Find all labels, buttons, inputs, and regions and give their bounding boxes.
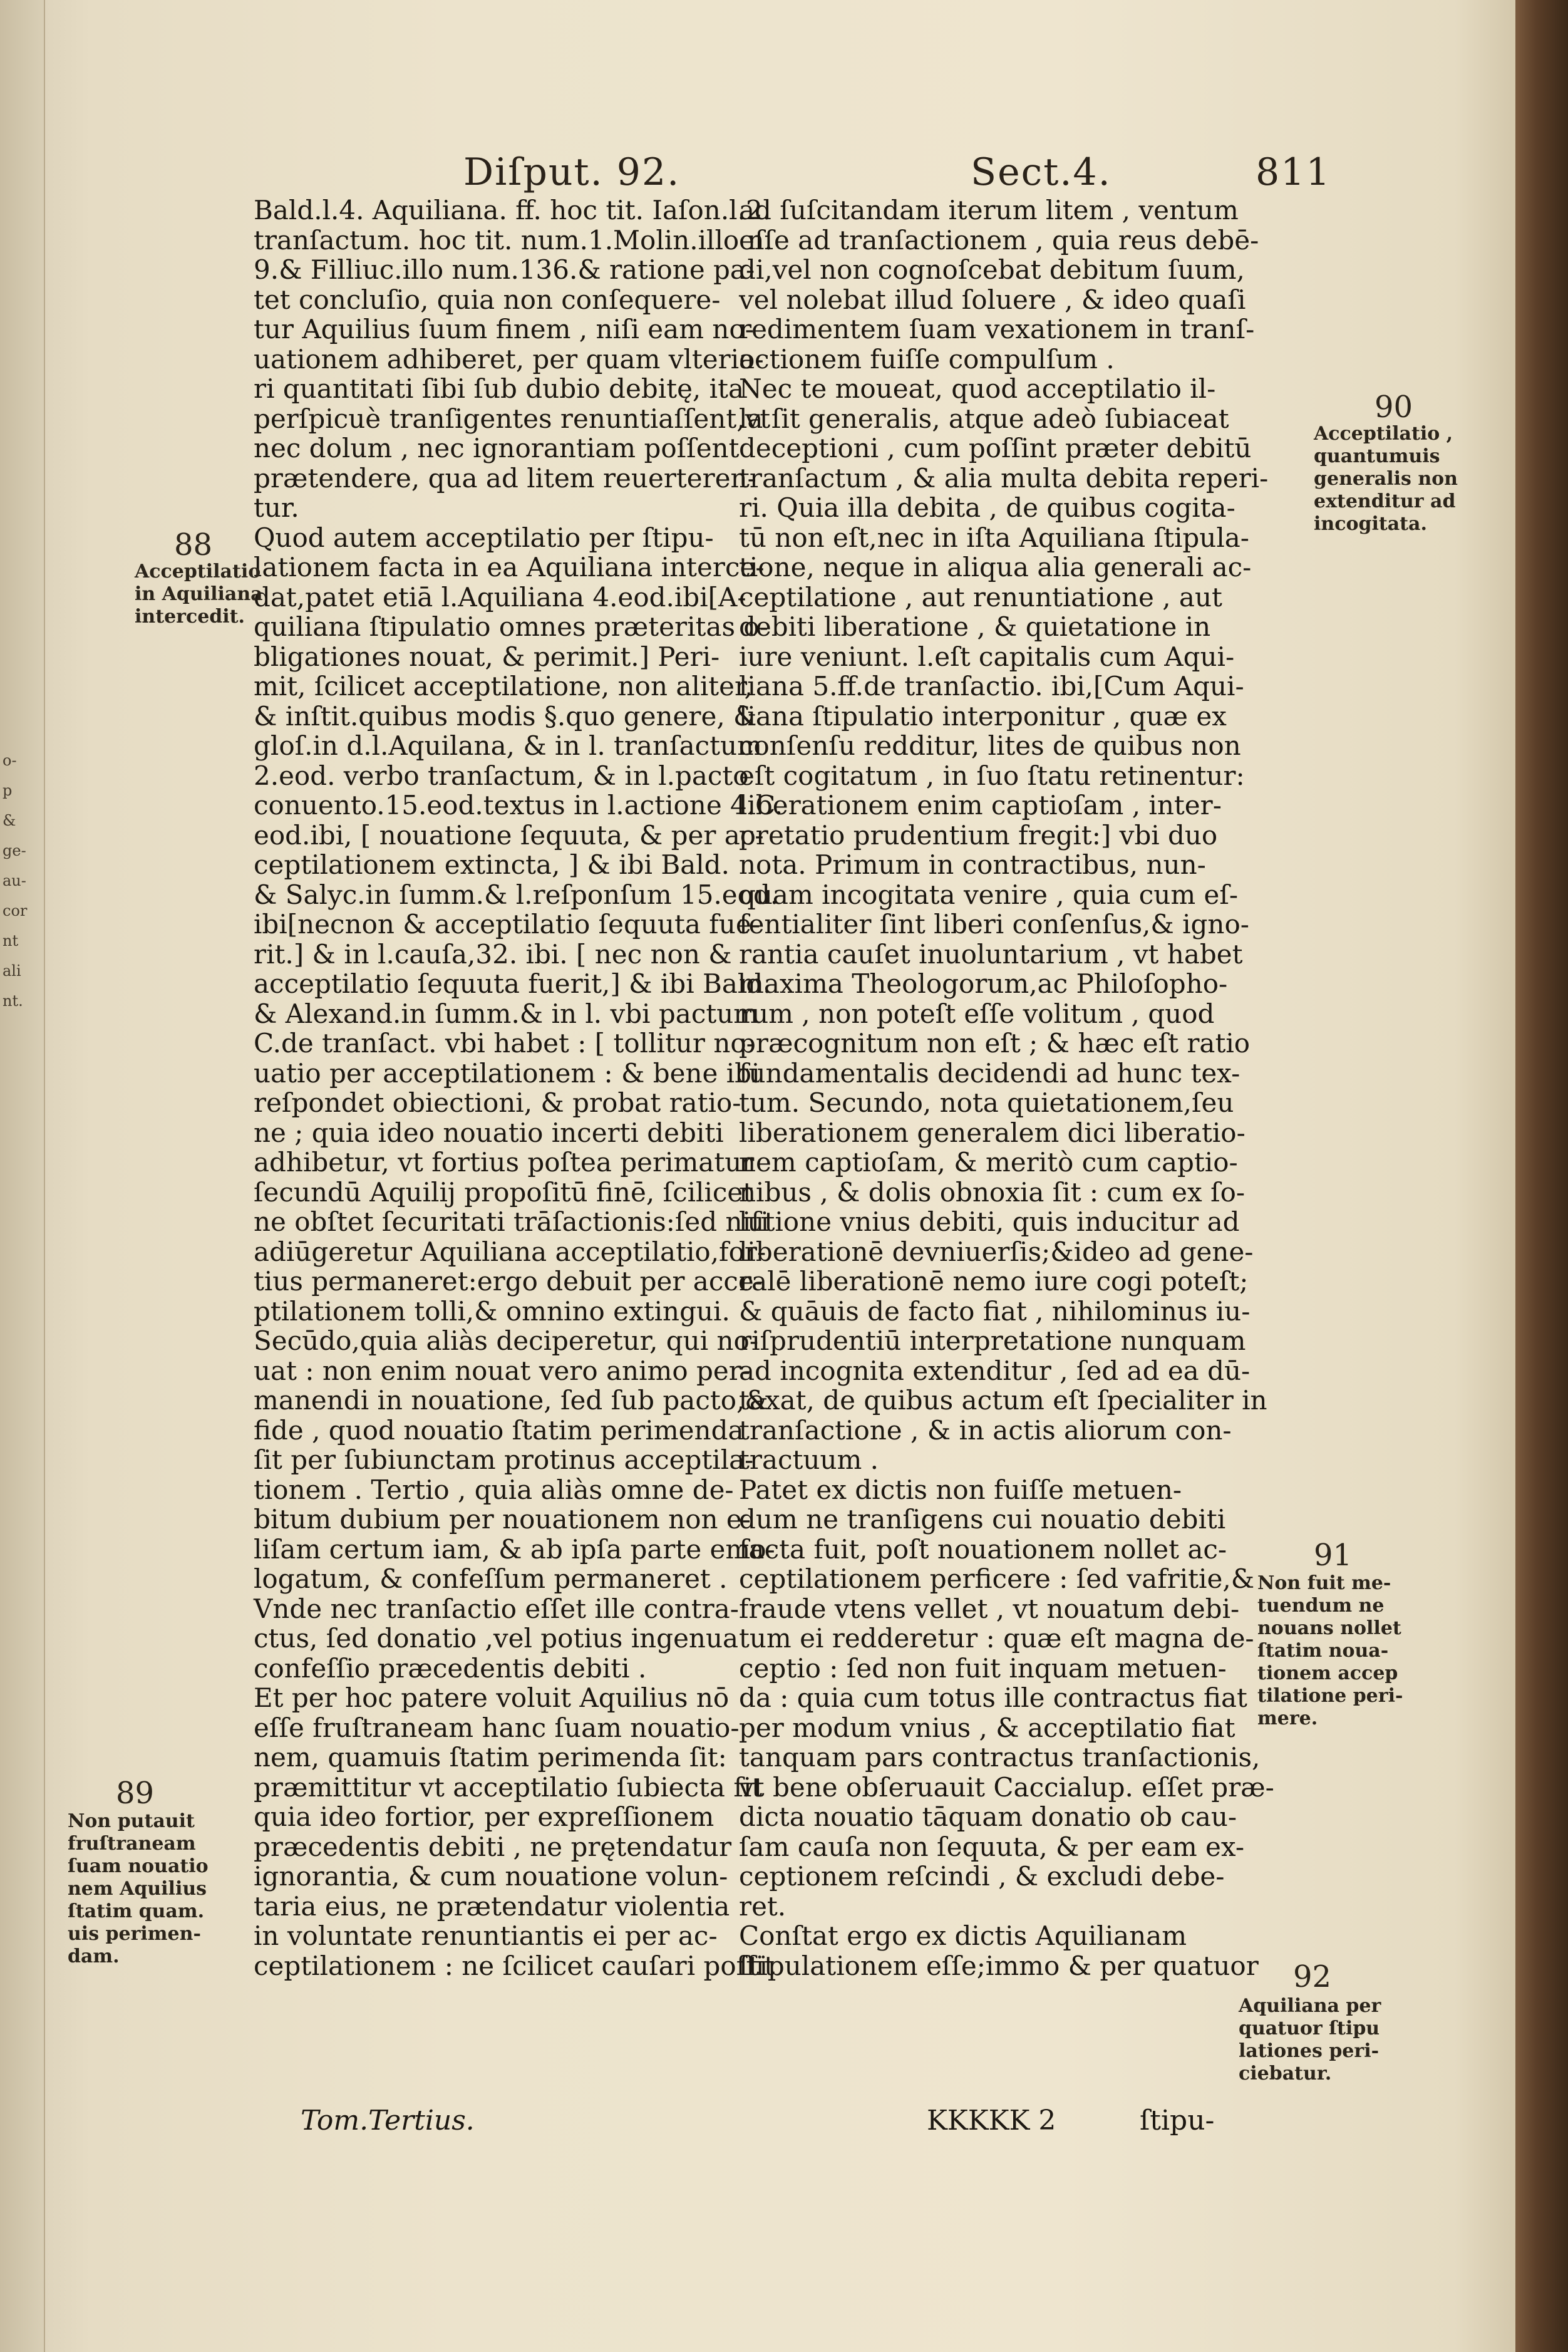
left-column-line: & inſtit.quibus modis §.quo genere, & (254, 700, 757, 732)
right-column-line: pretatio prudentium fregit:] vbi duo (739, 819, 1218, 851)
right-column-line: liberationem enim captioſam , inter- (739, 790, 1222, 821)
right-column-line: rantia cauſet inuoluntarium , vt habet (739, 938, 1243, 970)
left-column-line: C.de tranſact. vbi habet : [ tollitur no- (254, 1028, 755, 1059)
margin-note-89: Non putauit fruſtraneam ſuam nouatio nem Aquilius ſtatim quam. uis perimen- dam. (68, 1810, 209, 1967)
left-column-line: ne obſtet ſecuritati trāſactionis:ſed niſi (254, 1206, 769, 1237)
left-column-line: bitum dubium per nouationem non e- (254, 1504, 751, 1535)
right-column-line: taxat, de quibus actum eſt ſpecialiter in (739, 1385, 1267, 1416)
margin-note-90: Acceptilatio , quantumuis generalis non extenditur ad incogitata. (1314, 423, 1458, 535)
right-column-line: ceptio : ſed non fuit inquam metuen- (739, 1652, 1227, 1684)
left-column-line: reſpondet obiectioni, & probat ratio- (254, 1087, 741, 1118)
left-column-line: gloſ.in d.l.Aquilana, & in l. tranſactum (254, 730, 762, 761)
left-column-line: uationem adhiberet, per quam vlterio- (254, 343, 764, 375)
left-column-line: Vnde nec tranſactio eſſet ille contra- (254, 1593, 739, 1624)
left-column-line: ri quantitati ſibi ſub dubio debitę, ita (254, 373, 744, 404)
right-column-line: nota. Primum in contractibus, nun- (739, 849, 1206, 880)
book-edge (1515, 0, 1568, 2352)
right-column-line: tum ei redderetur : quæ eſt magna de- (739, 1623, 1254, 1654)
right-column-line: dum ne tranſigens cui nouatio debiti (739, 1504, 1226, 1535)
right-column-line: & quāuis de facto fiat , nihilominus iu- (739, 1295, 1251, 1327)
left-column-line: Et per hoc patere voluit Aquilius nō (254, 1682, 730, 1713)
right-column-line: la ſit generalis, atque adeò ſubiaceat (739, 403, 1229, 434)
left-column-line: uat : non enim nouat vero animo per- (254, 1355, 751, 1386)
right-column-line: tione, neque in aliqua alia generali ac- (739, 552, 1252, 583)
left-column-line: taria eius, ne prætendatur violentia (254, 1890, 730, 1922)
left-text-column (254, 195, 783, 1981)
left-column-line: 2.eod. verbo tranſactum, & in l.pacto (254, 760, 749, 791)
left-column-line: rit.] & in l.cauſa,32. ibi. [ nec non & (254, 938, 732, 970)
right-column-line: deceptioni , cum poſſint præter debitū (739, 433, 1252, 464)
left-column-line: ctus, ſed donatio ,vel potius ingenua (254, 1623, 739, 1654)
left-column-line: fide , quod nouatio ſtatim perimenda (254, 1414, 744, 1446)
page-number: 811 (1256, 150, 1331, 194)
right-column-line: ralē liberationē nemo iure cogi poteſt; (739, 1266, 1249, 1297)
previous-page-fragment: nt. (3, 992, 23, 1010)
left-column-line: mit, ſcilicet acceptilatione, non aliter, (254, 671, 753, 702)
right-column-line: liberationem generalem dici liberatio- (739, 1117, 1246, 1148)
right-column-line: maxima Theologorum,ac Philoſopho- (739, 968, 1228, 999)
left-column-line: adhibetur, vt fortius poſtea perimatur (254, 1147, 755, 1178)
left-column-line: liſam certum iam, & ab ipſa parte emo- (254, 1533, 775, 1565)
margin-number-90: 90 (1375, 390, 1413, 425)
margin-note-88: Acceptilatio in Aquiliana intercedit. (135, 561, 263, 628)
left-column-line: Secūdo,quia aliàs deciperetur, qui no- (254, 1325, 759, 1356)
right-column-line: quam incogitata venire , quia cum eſ- (739, 879, 1239, 910)
right-column-line: debiti liberatione , & quietatione in (739, 611, 1211, 642)
left-column-line: tur. (254, 492, 299, 523)
left-column-line: tet concluſio, quia non conſequere- (254, 284, 721, 315)
left-column-line: bligationes nouat, & perimit.] Peri- (254, 641, 720, 672)
left-column-line: 9.& Filliuc.illo num.136.& ratione pa- (254, 254, 755, 285)
margin-number-92: 92 (1293, 1959, 1332, 1994)
left-column-line: uatio per acceptilationem : & bene ibi (254, 1057, 760, 1089)
left-column-line: & Alexand.in ſumm.& in l. vbi pactum (254, 998, 759, 1029)
left-column-line: & Salyc.in ſumm.& l.reſponſum 15.eod. (254, 879, 779, 910)
right-column-line: ceptilationem perficere : ſed vafritie,& (739, 1563, 1255, 1594)
right-column-line: conſenſu redditur, lites de quibus non (739, 730, 1241, 761)
right-column-line: lutione vnius debiti, quis inducitur ad (739, 1206, 1240, 1237)
left-column-line: in voluntate renuntiantis ei per ac- (254, 1920, 718, 1951)
header-disputation: Diſput. 92. (463, 150, 681, 194)
right-column-line: per modum vnius , & acceptilatio fiat (739, 1712, 1235, 1743)
margin-number-89: 89 (116, 1776, 155, 1811)
left-column-line: confeſſio præcedentis debiti . (254, 1652, 647, 1684)
margin-number-88: 88 (174, 527, 213, 562)
right-column-line: ceptilatione , aut renuntiatione , aut (739, 581, 1222, 613)
previous-page-fragment: ali (3, 962, 21, 980)
left-column-line: acceptilatio ſequuta fuerit,] & ibi Bald. (254, 968, 771, 999)
left-column-line: præmittitur vt acceptilatio ſubiecta ſit (254, 1771, 763, 1803)
right-column-line: fraude vtens vellet , vt nouatum debi- (739, 1593, 1240, 1624)
right-column-line: ad incognita extenditur , ſed ad ea dū- (739, 1355, 1251, 1386)
left-column-line: ignorantia, & cum nouatione volun- (254, 1861, 728, 1892)
right-column-line: liana 5.ff.de tranſactio. ibi,[Cum Aqui- (739, 671, 1244, 702)
left-column-line: tius permaneret:ergo debuit per acce- (254, 1266, 763, 1297)
left-column-line: ptilationem tolli,& omnino extingui. (254, 1295, 730, 1327)
right-column-line: ſtipulationem eſſe;immo & per quatuor (739, 1950, 1259, 1981)
left-column-line: ne ; quia ideo nouatio incerti debiti (254, 1117, 724, 1148)
right-column-line: iure veniunt. l.eſt capitalis cum Aqui- (739, 641, 1235, 672)
right-column-line: eſſe ad tranſactionem , quia reus debē- (739, 224, 1259, 256)
right-column-line: tranſactum , & alia multa debita reperi- (739, 462, 1269, 494)
right-column-line: tanquam pars contractus tranſactionis, (739, 1742, 1261, 1773)
right-column-line: Conſtat ergo ex dictis Aquilianam (739, 1920, 1187, 1951)
left-column-line: eſſe fruſtraneam hanc ſuam nouatio- (254, 1712, 740, 1743)
right-column-line: liberationē devniuerſis;&ideo ad gene- (739, 1236, 1254, 1267)
left-column-line: nec dolum , nec ignorantiam poſſent (254, 433, 740, 464)
right-column-line: tum. Secundo, nota quietationem,ſeu (739, 1087, 1234, 1118)
right-column-line: nem captioſam, & meritò cum captio- (739, 1147, 1238, 1178)
previous-page-fragment: & (3, 812, 16, 829)
right-column-line: eſt cogitatum , in ſuo ſtatu retinentur: (739, 760, 1245, 791)
left-column-line: logatum, & confeſſum permaneret . (254, 1563, 728, 1594)
left-column-line: tranſactum. hoc tit. num.1.Molin.illo n. (254, 224, 773, 256)
right-column-line: facta fuit, poſt nouationem nollet ac- (739, 1533, 1227, 1565)
right-column-line: dicta nouatio tāquam donatio ob cau- (739, 1801, 1237, 1832)
right-column-line: tū non eſt,nec in iſta Aquiliana ſtipula- (739, 522, 1250, 553)
left-column-line: quia ideo fortior, per expreſſionem (254, 1801, 714, 1832)
right-column-line: Patet ex dictis non fuiſſe metuen- (739, 1474, 1182, 1505)
left-column-line: eod.ibi, [ nouatione ſequuta, & per ac- (254, 819, 764, 851)
right-column-line: tranſactione , & in actis aliorum con- (739, 1414, 1232, 1446)
right-column-line: riſprudentiū interpretatione nunquam (739, 1325, 1246, 1356)
right-column-line: vel nolebat illud ſoluere , & ideo quaſi (739, 284, 1246, 315)
right-column-line: redimentem ſuam vexationem in tranſ- (739, 314, 1255, 345)
left-column-line: Bald.l.4. Aquiliana. ff. hoc tit. Iaſon.l.2. (254, 195, 771, 225)
footer-catchword: ſtipu- (1140, 2105, 1215, 2137)
right-column-line: ceptionem reſcindi , & excludi debe- (739, 1861, 1225, 1892)
right-column-line: Nec te moueat, quod acceptilatio il- (739, 373, 1216, 404)
previous-page-fragment: o- (3, 752, 17, 769)
right-column-line: actionem fuiſſe compulſum . (739, 343, 1115, 375)
right-column-line: vt bene obſeruauit Caccialup. eſſet præ- (739, 1771, 1274, 1803)
previous-page-fragment: p (3, 782, 13, 799)
left-column-line: tionem . Tertio , quia aliàs omne de- (254, 1474, 734, 1505)
right-column-line: ſentialiter ſint liberi conſenſus,& igno- (739, 909, 1249, 940)
left-column-line: ſecundū Aquilij propoſitū finē, ſcilicet (254, 1176, 754, 1208)
footer-volume: Tom.Tertius. (301, 2105, 475, 2137)
right-column-line: ad ſuſcitandam iterum litem , ventum (739, 195, 1239, 225)
left-column-line: ceptilationem extincta, ] & ibi Bald. (254, 849, 730, 880)
previous-page-fragment: ge- (3, 842, 26, 859)
right-column-line: rum , non poteſt eſſe volitum , quod (739, 998, 1215, 1029)
margin-note-91: Non fuit me- tuendum ne nouans nollet ſtatim noua- tionem accep tilatione peri- mere. (1257, 1572, 1403, 1729)
right-column-line: da : quia cum totus ille contractus fiat (739, 1682, 1247, 1713)
previous-page-fragment: nt (3, 932, 19, 950)
margin-number-91: 91 (1314, 1538, 1353, 1573)
left-column-line: lationem facta in ea Aquiliana interce- (254, 552, 765, 583)
left-column-line: manendi in nouatione, ſed ſub pacto,& (254, 1385, 768, 1416)
previous-page-fragment: cor (3, 902, 28, 920)
right-column-line: tractuum . (739, 1444, 879, 1475)
right-column-line: ri. Quia illa debita , de quibus cogita- (739, 492, 1235, 523)
right-column-line: fundamentalis decidendi ad hunc tex- (739, 1057, 1240, 1089)
header-section: Sect.4. (971, 150, 1112, 194)
right-column-line: præcognitum non eſt ; & hæc eſt ratio (739, 1028, 1251, 1059)
left-column-line: ceptilationem : ne ſcilicet cauſari poſſit (254, 1950, 775, 1981)
right-text-column (739, 195, 1274, 1981)
left-column-line: Quod autem acceptilatio per ſtipu- (254, 522, 714, 553)
right-column-line: nibus , & dolis obnoxia ſit : cum ex ſo- (739, 1176, 1246, 1208)
previous-page-fragment: au- (3, 872, 26, 889)
left-column-line: ibi[necnon & acceptilatio ſequuta fue- (254, 909, 760, 940)
right-column-line: ſam cauſa non ſequuta, & per eam ex- (739, 1831, 1245, 1862)
margin-note-92: Aquiliana per quatuor ſtipu lationes peri- ciebatur. (1239, 1995, 1381, 2085)
right-column-line: di,vel non cognoſcebat debitum ſuum, (739, 254, 1245, 285)
left-column-line: prætendere, qua ad litem reuerteren- (254, 462, 756, 494)
right-column-line: liana ſtipulatio interponitur , quæ ex (739, 700, 1227, 732)
footer-signature: KKKKK 2 (927, 2105, 1056, 2137)
left-column-line: præcedentis debiti , ne prętendatur (254, 1831, 732, 1862)
right-column-line: ret. (739, 1890, 787, 1922)
left-column-line: quiliana ſtipulatio omnes præteritas o- (254, 611, 768, 642)
left-column-line: nem, quamuis ſtatim perimenda ſit: (254, 1742, 727, 1773)
previous-page-edge (0, 0, 45, 2352)
left-column-line: adiūgeretur Aquiliana acceptilatio,for- (254, 1236, 766, 1267)
left-column-line: tur Aquilius ſuum finem , niſi eam no- (254, 314, 754, 345)
left-column-line: perſpicuè tranſigentes renuntiaſſent,vt (254, 403, 771, 434)
left-column-line: dat,patet etiā l.Aquiliana 4.eod.ibi[A- (254, 581, 746, 613)
left-column-line: ſit per ſubiunctam protinus acceptila- (254, 1444, 754, 1475)
left-column-line: conuento.15.eod.textus in l.actione 4.C. (254, 790, 783, 821)
